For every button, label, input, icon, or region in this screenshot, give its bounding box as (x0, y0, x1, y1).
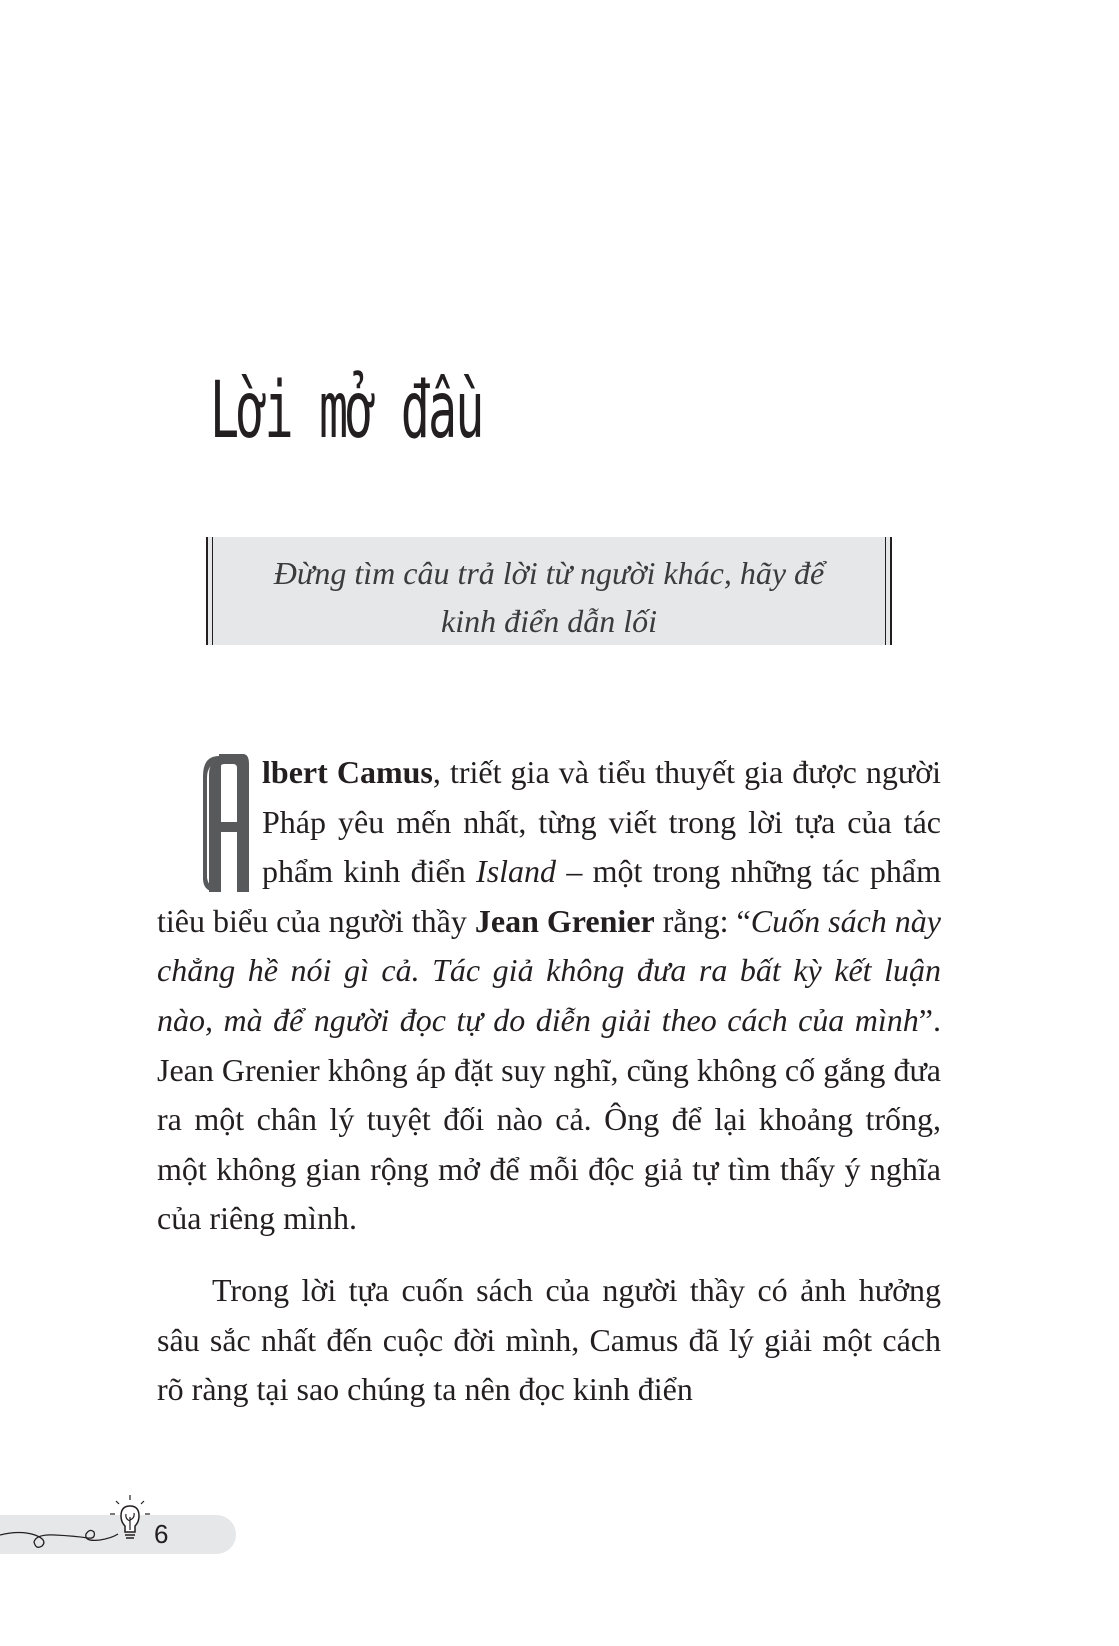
page-number: 6 (154, 1519, 169, 1549)
p1-text-4: ”. Jean Grenier không áp đặt suy nghĩ, cũng không cố gắng đưa ra một chân lý tuyệt đối nào cả. Ông để lại khoảng trống, một không gian rộng mở để mỗi độc giả tự tìm thấy ý nghĩa của riêng mình. (157, 1001, 941, 1237)
teacher-name: Jean Grenier (474, 902, 655, 939)
drop-cap (157, 748, 262, 894)
p1-text-2: – một trong những tác phẩm tiêu biểu của người thầy (157, 853, 941, 939)
book-title: Island (476, 853, 557, 890)
p1-text-1: , triết gia và tiểu thuyết gia được người Pháp yêu mến nhất, từng viết trong lời tựa của tác phẩm kinh điển (262, 754, 942, 890)
p1-text-3: rằng: “ (654, 902, 751, 939)
decorative-swirl (0, 1530, 118, 1547)
body-text (157, 748, 941, 1415)
footer-decoration (0, 1490, 240, 1560)
epigraph-line-1: Đừng tìm câu trả lời từ người khác, hãy để (273, 555, 825, 591)
author-name: lbert Camus (262, 754, 433, 790)
paragraph-2: Trong lời tựa cuốn sách của người thầy có ảnh hưởng sâu sắc nhất đến cuộc đời mình, Camus đã lý giải một cách rõ ràng tại sao chúng ta nên đọc kinh điển (157, 1271, 941, 1408)
epigraph-line-2: kinh điển dẫn lối (441, 603, 657, 639)
lightbulb-icon (110, 1495, 150, 1538)
paragraph-1 (157, 748, 941, 1244)
epigraph-text (208, 549, 890, 645)
chapter-title: Lời mở đầu (210, 366, 483, 456)
epigraph-box (206, 537, 892, 645)
quote: Cuốn sách này chẳng hề nói gì cả. Tác giả không đưa ra bất kỳ kết luận nào, mà để người đọc tự do diễn giải theo cách của mình (157, 902, 942, 1038)
